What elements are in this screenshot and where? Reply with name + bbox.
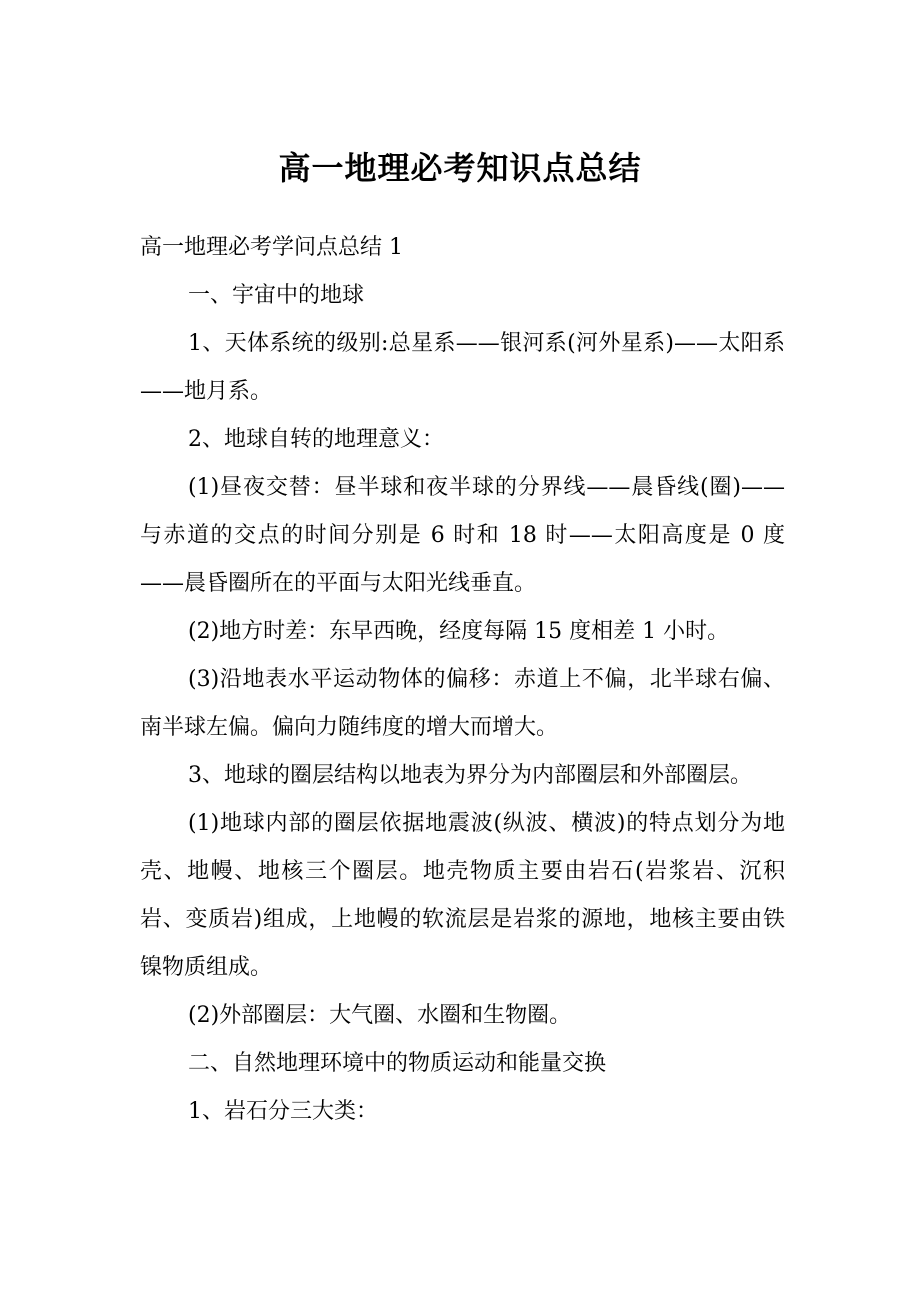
section-heading-1: 高一地理必考学问点总结 1 — [140, 235, 403, 260]
paragraph: 3、地球的圈层结构以地表为界分为内部圈层和外部圈层。 — [188, 763, 752, 788]
paragraph: 2、地球自转的地理意义： — [188, 427, 444, 452]
paragraph: 1、天体系统的级别:总星系——银河系(河外星系)——太阳系——地月系。 — [140, 331, 785, 404]
chapter-heading-2: 二、自然地理环境中的物质运动和能量交换 — [188, 1051, 607, 1076]
paragraph: (3)沿地表水平运动物体的偏移：赤道上不偏，北半球右偏、南半球左偏。偏向力随纬度的增大而增大。 — [140, 667, 785, 740]
paragraph: (2)外部圈层：大气圈、水圈和生物圈。 — [188, 1003, 572, 1028]
paragraph: 1、岩石分三大类： — [188, 1099, 378, 1124]
chapter-heading-1: 一、宇宙中的地球 — [188, 283, 365, 308]
paragraph: (1)昼夜交替：昼半球和夜半球的分界线——晨昏线(圈)——与赤道的交点的时间分别是 6 时和 18 时——太阳高度是 0 度——晨昏圈所在的平面与太阳光线垂直。 — [140, 475, 785, 596]
document-body — [140, 224, 785, 1136]
paragraph: (1)地球内部的圈层依据地震波(纵波、横波)的特点划分为地壳、地幔、地核三个圈层。地壳物质主要由岩石(岩浆岩、沉积岩、变质岩)组成，上地幔的软流层是岩浆的源地，地核主要由铁镍物质组成。 — [140, 811, 785, 980]
paragraph: (2)地方时差：东早西晚，经度每隔 15 度相差 1 小时。 — [188, 619, 730, 644]
document-title: 高一地理必考知识点总结 — [278, 149, 642, 187]
